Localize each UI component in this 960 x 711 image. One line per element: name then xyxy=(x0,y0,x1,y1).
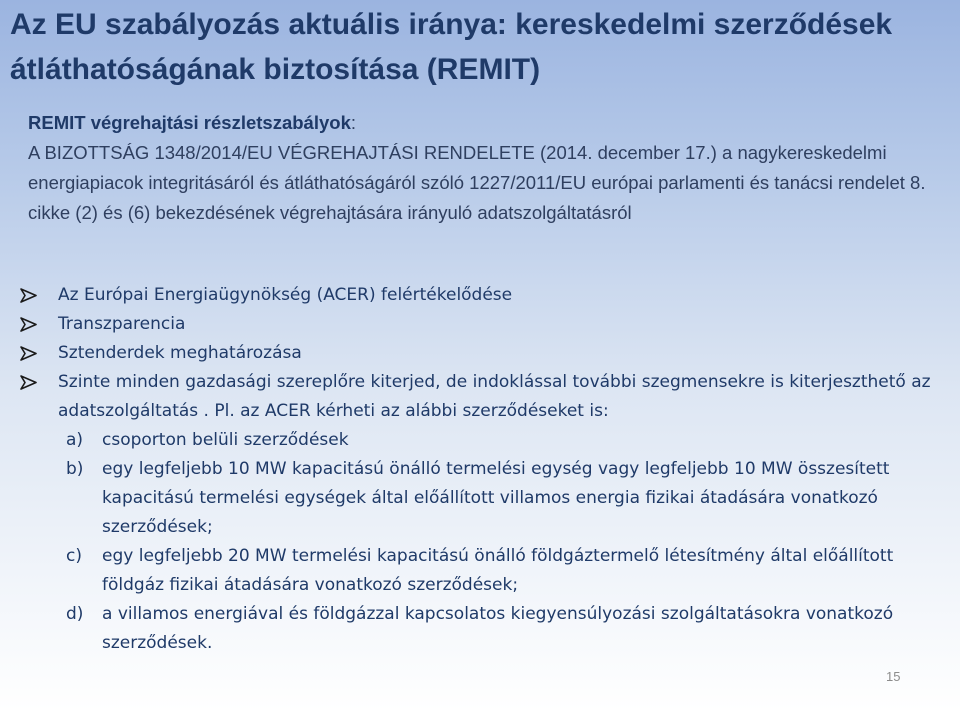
sub-item-letter: a) xyxy=(66,430,84,450)
sub-item xyxy=(66,600,933,658)
bullet-text: Transzparencia xyxy=(58,314,186,334)
sub-item-text: a villamos energiával és földgázzal kapcsolatos kiegyensúlyozási szolgáltatásokra vonatkozó szerződések. xyxy=(102,604,894,653)
sub-item xyxy=(66,542,933,600)
bullet-item xyxy=(18,339,933,368)
sub-item-text: egy legfeljebb 20 MW termelési kapacitású önálló földgáztermelő létesítmény által előállított földgáz fizikai átadására vonatkozó szerződések; xyxy=(102,546,894,595)
intro-heading: REMIT végrehajtási részletszabályok xyxy=(28,112,351,133)
arrowhead-bullet-icon xyxy=(18,310,58,332)
bullet-item xyxy=(18,368,933,426)
intro-colon: : xyxy=(350,112,356,133)
sub-item-letter: b) xyxy=(66,459,84,479)
sub-item xyxy=(66,455,933,542)
sub-item-text: egy legfeljebb 10 MW kapacitású önálló termelési egység vagy legfeljebb 10 MW összesített kapacitású termelési egységek által előállított villamos energia fizikai átadására vonatkozó szerződések; xyxy=(102,459,890,537)
arrowhead-bullet-icon xyxy=(18,281,58,303)
arrowhead-bullet-icon xyxy=(18,339,58,361)
bullet-text: Szinte minden gazdasági szereplőre kiterjed, de indoklással további szegmensekre is kiterjeszthető az adatszolgáltatás . Pl. az ACER kérheti az alábbi szerződéseket is: xyxy=(58,372,931,421)
intro-block xyxy=(28,108,938,228)
bullet-item xyxy=(18,281,933,310)
sub-item-letter: d) xyxy=(66,604,84,624)
bullet-text: Az Európai Energiaügynökség (ACER) felértékelődése xyxy=(58,285,513,305)
sub-item-letter: c) xyxy=(66,546,82,566)
bullet-list xyxy=(18,281,933,658)
bullet-item xyxy=(18,310,933,339)
slide-title: Az EU szabályozás aktuális iránya: kereskedelmi szerződések átláthatóságának biztosítása (REMIT) xyxy=(10,8,893,86)
bullet-text: Sztenderdek meghatározása xyxy=(58,343,302,363)
arrowhead-bullet-icon xyxy=(18,368,58,390)
sub-item xyxy=(66,426,933,455)
intro-text: A BIZOTTSÁG 1348/2014/EU VÉGREHAJTÁSI RENDELETE (2014. december 17.) a nagykereskedelmi energiapiacok integritásáról és átláthatóságáról szóló 1227/2011/EU európai parlamenti és tanácsi rendelet 8. cikke (2) és (6) bekezdésének végrehajtására irányuló adatszolgáltatásról xyxy=(28,142,926,223)
sub-item-text: csoporton belüli szerződések xyxy=(102,430,349,450)
page-number: 15 xyxy=(886,669,901,684)
